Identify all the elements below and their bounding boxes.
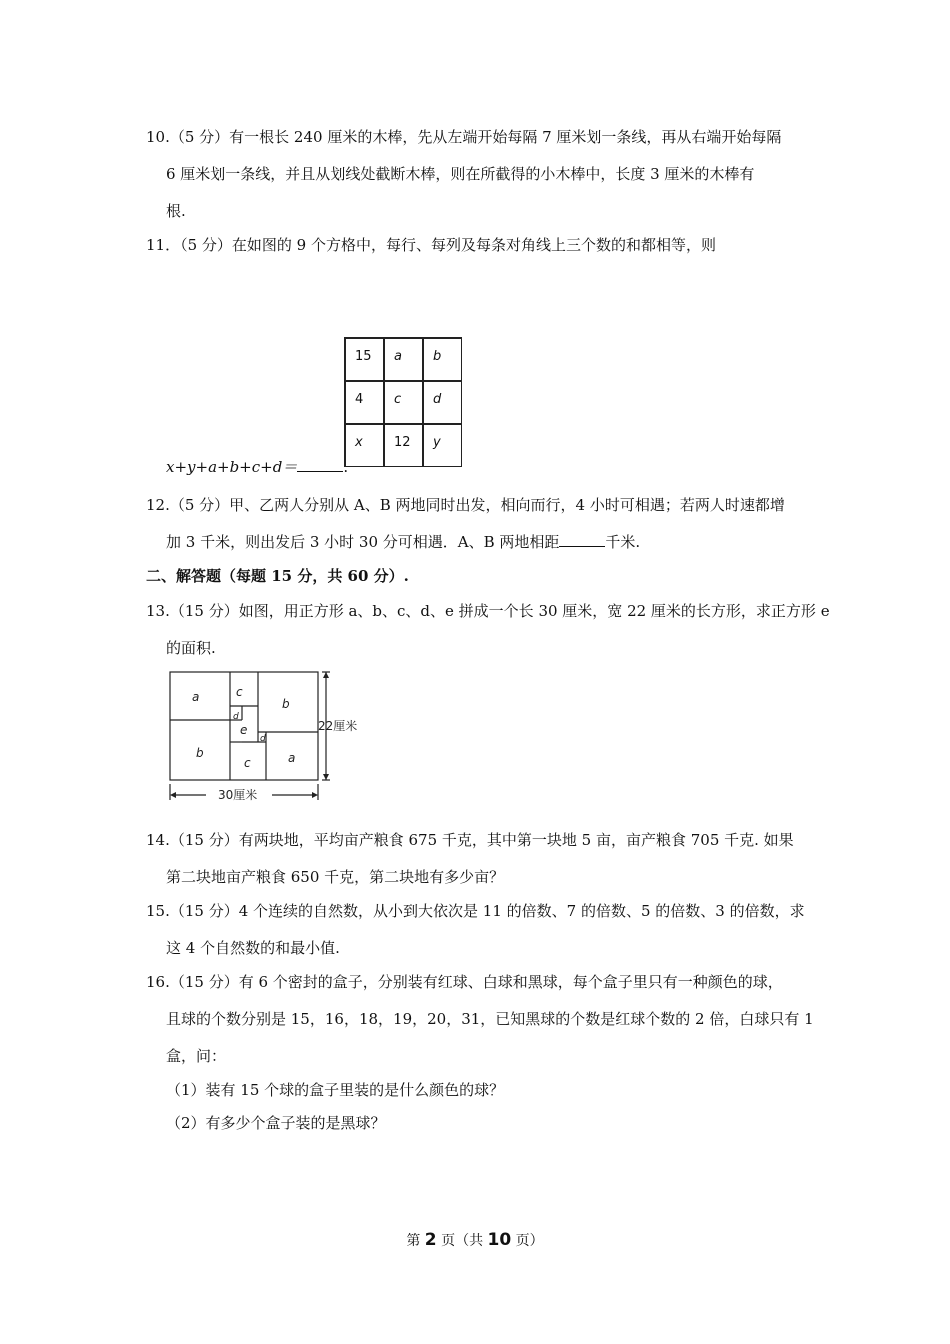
label-c1: c xyxy=(236,685,243,699)
label-b1: b xyxy=(282,697,290,711)
grid-cell-value: 4 xyxy=(355,392,364,407)
grid-cell xyxy=(345,381,384,424)
q16-sub2: （2）有多少个盒子装的是黑球？ xyxy=(166,1114,386,1132)
q10-line1: 10.（5 分）有一根长 240 厘米的木棒，先从左端开始每隔 7 厘米划一条线，再从右端开始每隔 xyxy=(146,128,782,146)
grid-cell xyxy=(345,424,384,467)
page-footer xyxy=(0,1230,950,1250)
grid-cell-value: 12 xyxy=(394,435,411,450)
grid-cell-value: 15 xyxy=(355,349,372,364)
grid-cell xyxy=(384,381,423,424)
q11-line1: 11．（5 分）在如图的 9 个方格中，每行、每列及每条对角线上三个数的和都相等，则 xyxy=(146,236,716,254)
answer-blank xyxy=(559,532,605,547)
grid-cell xyxy=(423,381,462,424)
label-a1: a xyxy=(192,690,200,704)
q12-line2-a: 加 3 千米，则出发后 3 小时 30 分可相遇．A、B 两地相距 xyxy=(166,533,560,551)
q10-line3: 根. xyxy=(166,202,186,220)
footer-mid: 页（共 xyxy=(441,1233,484,1249)
footer-total-pages: 10 xyxy=(487,1230,512,1250)
grid-cell-value: b xyxy=(433,349,442,364)
q12-line2 xyxy=(166,532,640,552)
grid-cell xyxy=(384,424,423,467)
grid-cell-value: d xyxy=(433,392,442,407)
height-label: 22厘米 xyxy=(318,719,358,733)
width-label: 30厘米 xyxy=(218,788,258,802)
grid-cell-value: a xyxy=(394,349,402,364)
q11-expression: x+y+a+b+c+d＝ . xyxy=(166,458,349,476)
q11-expr-text: x+y+a+b+c+d＝ xyxy=(166,458,298,476)
label-d1: d xyxy=(233,712,239,722)
label-c2: c xyxy=(244,756,251,770)
q12-line2-b: 千米. xyxy=(605,533,641,551)
label-b2: b xyxy=(196,746,204,760)
q13-line1: 13.（15 分）如图，用正方形 a、b、c、d、e 拼成一个长 30 厘米，宽 22 厘米的长方形，求正方形 e xyxy=(146,602,830,620)
grid-cell-value: x xyxy=(355,435,363,450)
footer-page-number: 2 xyxy=(424,1230,437,1250)
label-e: e xyxy=(240,723,248,737)
grid-cell-value: c xyxy=(394,392,402,407)
q16-line2: 且球的个数分别是 15，16，18，19，20，31，已知黑球的个数是红球个数的 2 倍，白球只有 1 xyxy=(166,1010,814,1028)
q16-line3: 盒，问： xyxy=(166,1047,227,1065)
grid-cell-value: y xyxy=(433,435,441,450)
q16-sub1: （1）装有 15 个球的盒子里装的是什么颜色的球？ xyxy=(166,1081,505,1099)
grid-cell xyxy=(423,424,462,467)
q16-line1: 16.（15 分）有 6 个密封的盒子，分别装有红球、白球和黑球，每个盒子里只有一种颜色的球， xyxy=(146,973,783,991)
footer-post: 页） xyxy=(515,1233,544,1249)
q14-line1: 14.（15 分）有两块地，平均亩产粮食 675 千克，其中第一块地 5 亩，亩产粮食 705 千克. 如果 xyxy=(146,831,794,849)
squares-rectangle-diagram xyxy=(160,668,380,808)
label-a2: a xyxy=(288,751,296,765)
label-d2: d xyxy=(260,734,266,744)
footer-pre: 第 xyxy=(406,1233,421,1249)
grid-cell xyxy=(423,338,462,381)
q15-line1: 15.（15 分）4 个连续的自然数，从小到大依次是 11 的倍数、7 的倍数、5 的倍数、3 的倍数，求 xyxy=(146,902,805,920)
grid-cell xyxy=(384,338,423,381)
magic-square-grid xyxy=(344,337,462,467)
grid-cell xyxy=(345,338,384,381)
q14-line2: 第二块地亩产粮食 650 千克，第二块地有多少亩？ xyxy=(166,868,505,886)
section-title: 二、解答题（每题 15 分，共 60 分）. xyxy=(146,567,409,585)
q12-line1: 12.（5 分）甲、乙两人分别从 A、B 两地同时出发，相向而行，4 小时可相遇；若两人时速都增 xyxy=(146,496,785,514)
q10-line2: 6 厘米划一条线，并且从划线处截断木棒，则在所截得的小木棒中，长度 3 厘米的木棒有 xyxy=(166,165,755,183)
answer-blank xyxy=(297,457,343,472)
q13-line2: 的面积. xyxy=(166,639,216,657)
q15-line2: 这 4 个自然数的和最小值. xyxy=(166,939,340,957)
